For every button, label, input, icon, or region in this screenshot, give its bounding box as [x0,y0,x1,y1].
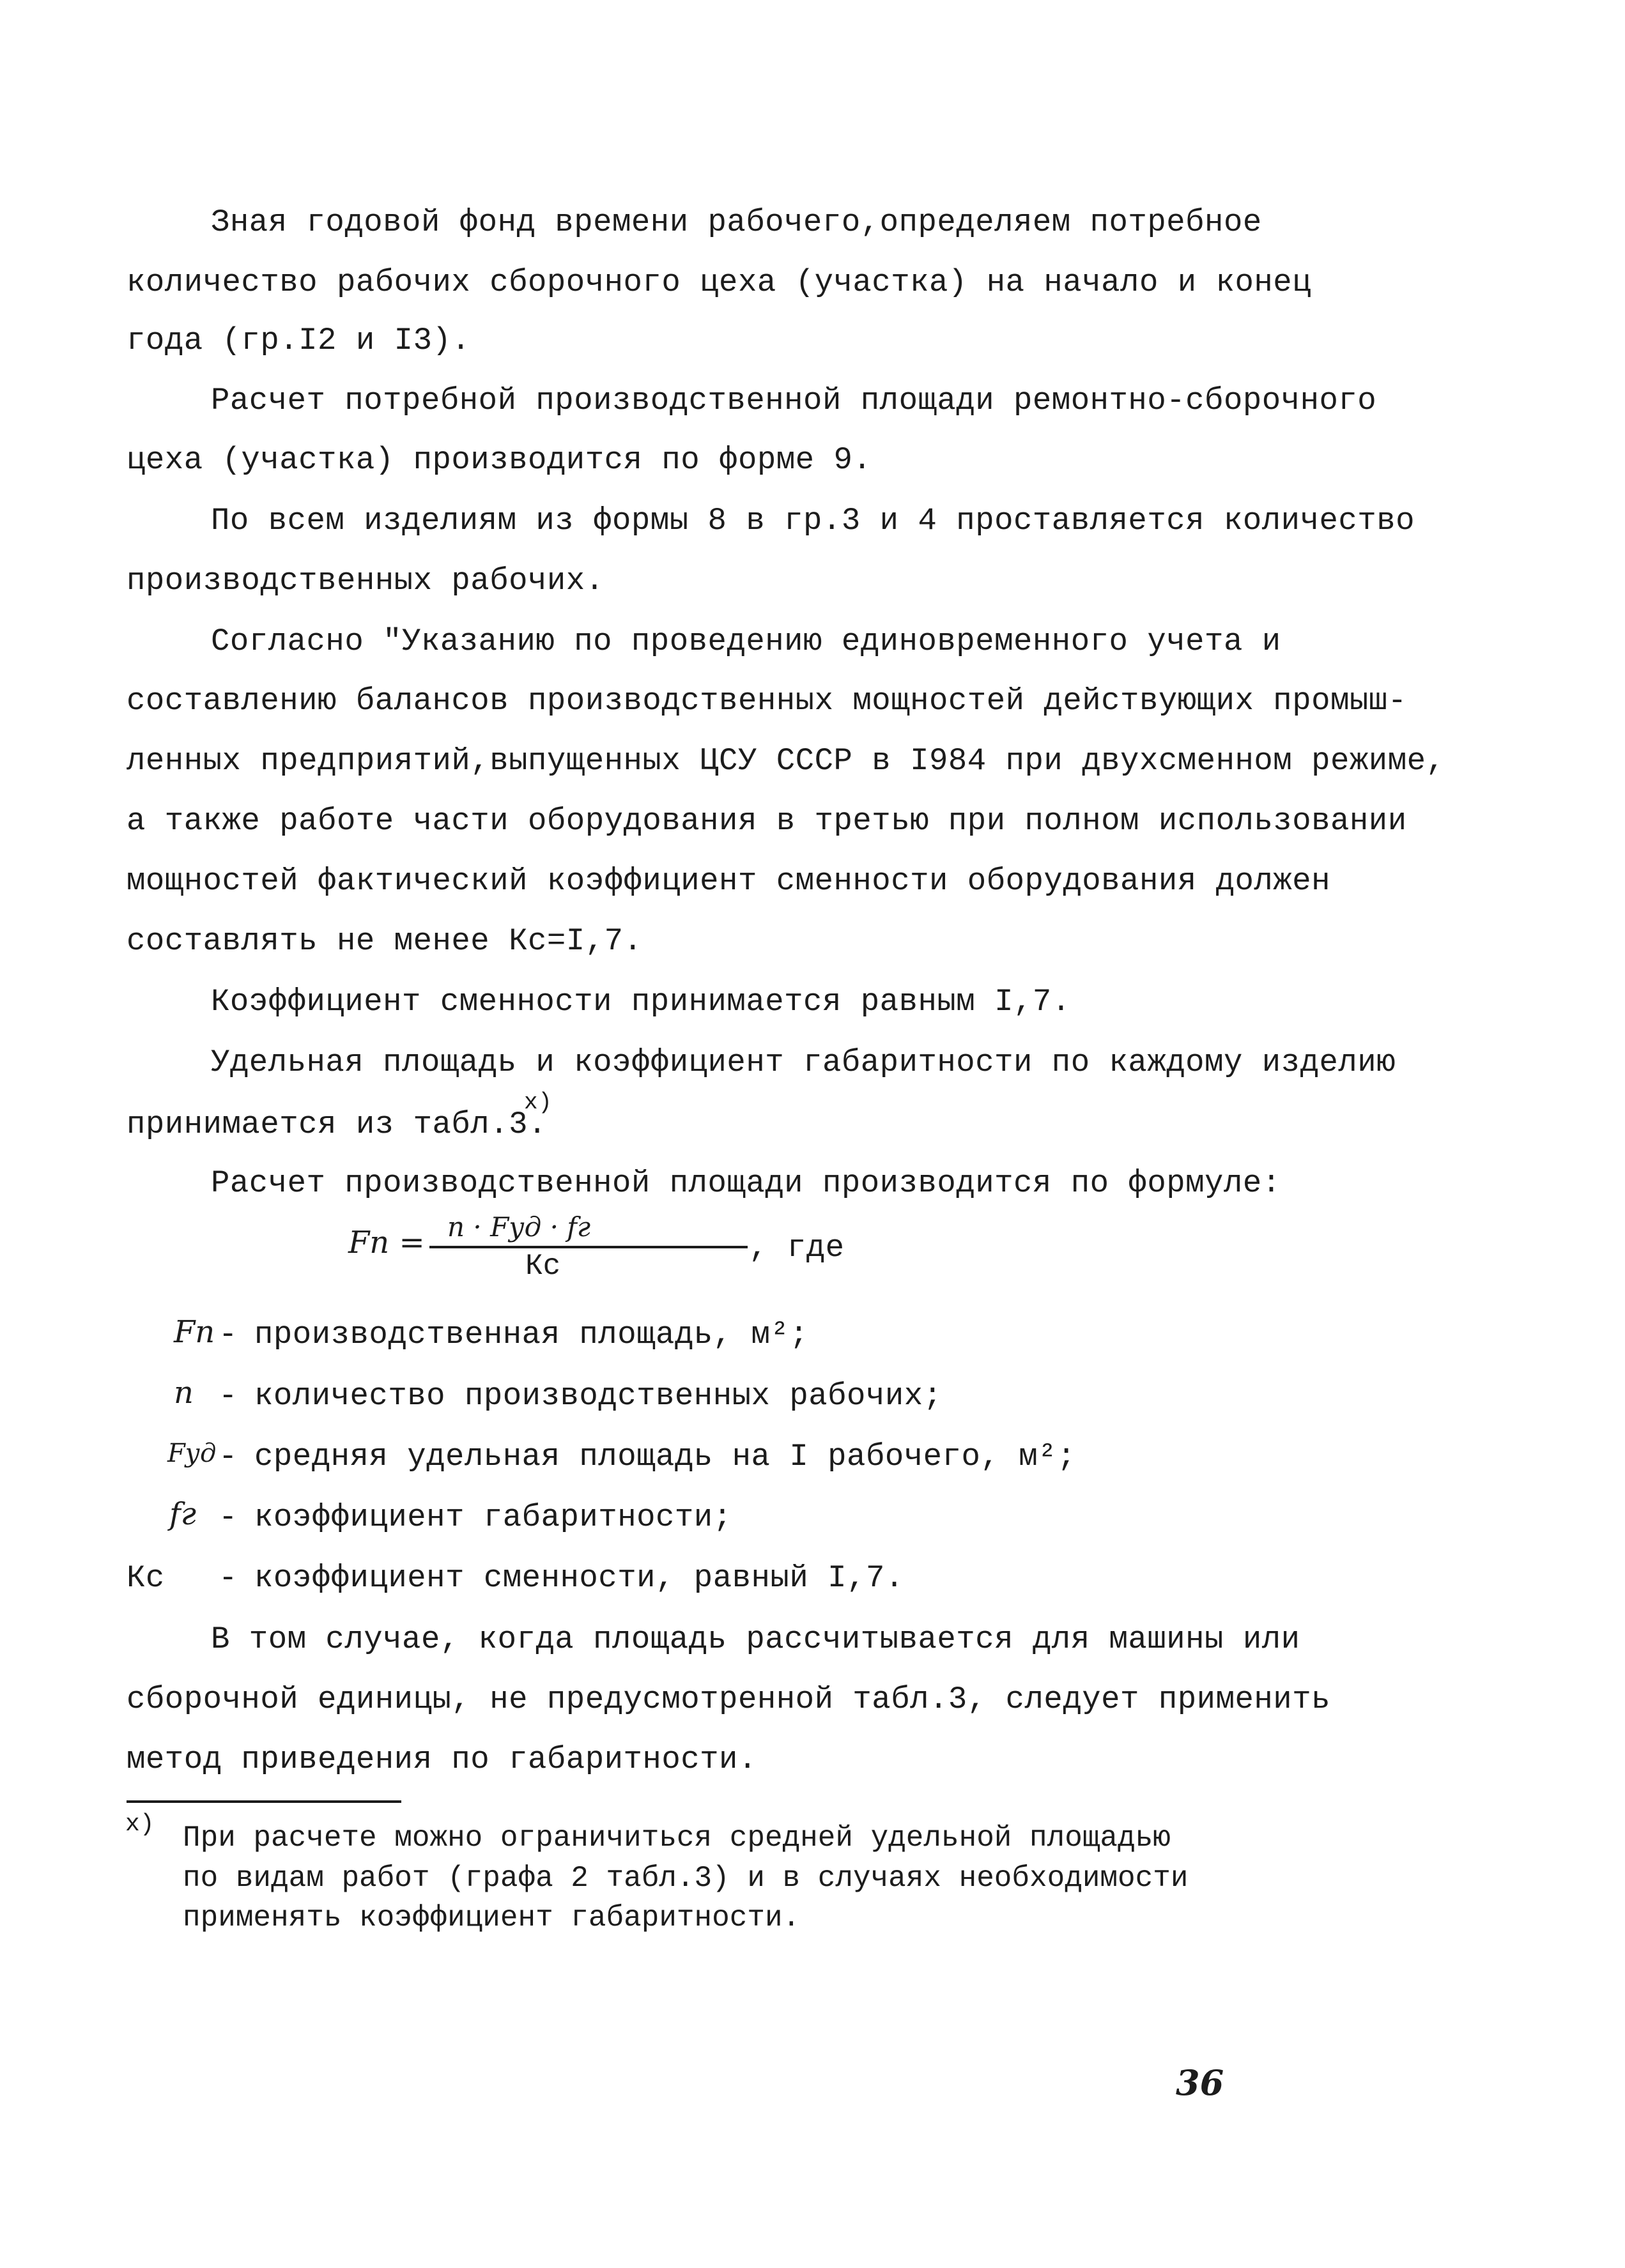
body-line: ленных предприятий,выпущенных ЦСУ СССР в I984 при двухсменном режиме, [127,743,1445,779]
definition-dash: - [219,1317,238,1352]
footnote-line: При расчете можно ограничиться средней удельной площадью [183,1821,1171,1855]
definition-symbol: Fn [174,1314,215,1350]
definition-symbol: fг [169,1496,197,1532]
formula-lhs: Fn = [348,1225,425,1260]
body-line: Удельная площадь и коэффициент габаритности по каждому изделию [211,1045,1396,1080]
definition-dash: - [219,1499,238,1535]
body-line: метод приведения по габаритности. [127,1742,757,1777]
definition-text: коэффициент габаритности; [254,1499,732,1535]
body-line: мощностей фактический коэффициент сменности оборудования должен [127,863,1331,899]
body-line: а также работе части оборудования в третью при полном использовании [127,803,1407,839]
definition-dash: - [219,1378,238,1414]
formula-suffix: , где [749,1230,845,1266]
definition-symbol: Fуд [167,1439,217,1468]
body-line: принимается из табл.3. [127,1107,547,1142]
formula-numerator: n · Fуд · fг [447,1211,591,1243]
definition-dash: - [219,1439,238,1475]
definition-text: количество производственных рабочих; [254,1378,943,1414]
definition-text: средняя удельная площадь на I рабочего, м²; [254,1439,1076,1475]
body-line: Согласно "Указанию по проведению единовременного учета и [211,624,1281,659]
body-line: составлению балансов производственных мощностей действующих промыш- [127,683,1407,719]
definition-symbol: n [174,1375,194,1411]
body-line: По всем изделиям из формы 8 в гр.3 и 4 проставляется количество [211,503,1415,539]
footnote-rule [127,1800,401,1803]
definition-text: производственная площадь, м²; [254,1317,809,1352]
footnote-reference: x) [524,1089,553,1115]
body-line: цеха (участка) производится по форме 9. [127,442,872,478]
footnote-line: применять коэффициент габаритности. [183,1901,801,1935]
page-number: 36 [1176,2062,1224,2103]
footnote-mark: x) [125,1811,155,1838]
body-line: Расчет производственной площади производится по формуле: [211,1165,1281,1201]
body-line: производственных рабочих. [127,563,605,599]
formula-denominator: Кс [525,1250,561,1283]
body-line: Коэффициент сменности принимается равным I,7. [211,984,1071,1020]
body-line: года (гр.I2 и I3). [127,323,471,358]
definition-text: коэффициент сменности, равный I,7. [254,1560,904,1596]
definition-dash: - [219,1560,238,1596]
body-line: количество рабочих сборочного цеха (участка) на начало и конец [127,264,1312,300]
body-line: Расчет потребной производственной площади ремонтно-сборочного [211,383,1377,418]
definition-symbol: Кс [127,1560,165,1596]
body-line: Зная годовой фонд времени рабочего,определяем потребное [211,204,1262,240]
body-line: составлять не менее Кс=I,7. [127,923,643,959]
body-line: В том случае, когда площадь рассчитывается для машины или [211,1621,1300,1657]
fraction-bar [429,1246,748,1248]
footnote-line: по видам работ (графа 2 табл.3) и в случаях необходимости [183,1862,1189,1895]
body-line: сборочной единицы, не предусмотренной табл.3, следует применить [127,1682,1331,1717]
